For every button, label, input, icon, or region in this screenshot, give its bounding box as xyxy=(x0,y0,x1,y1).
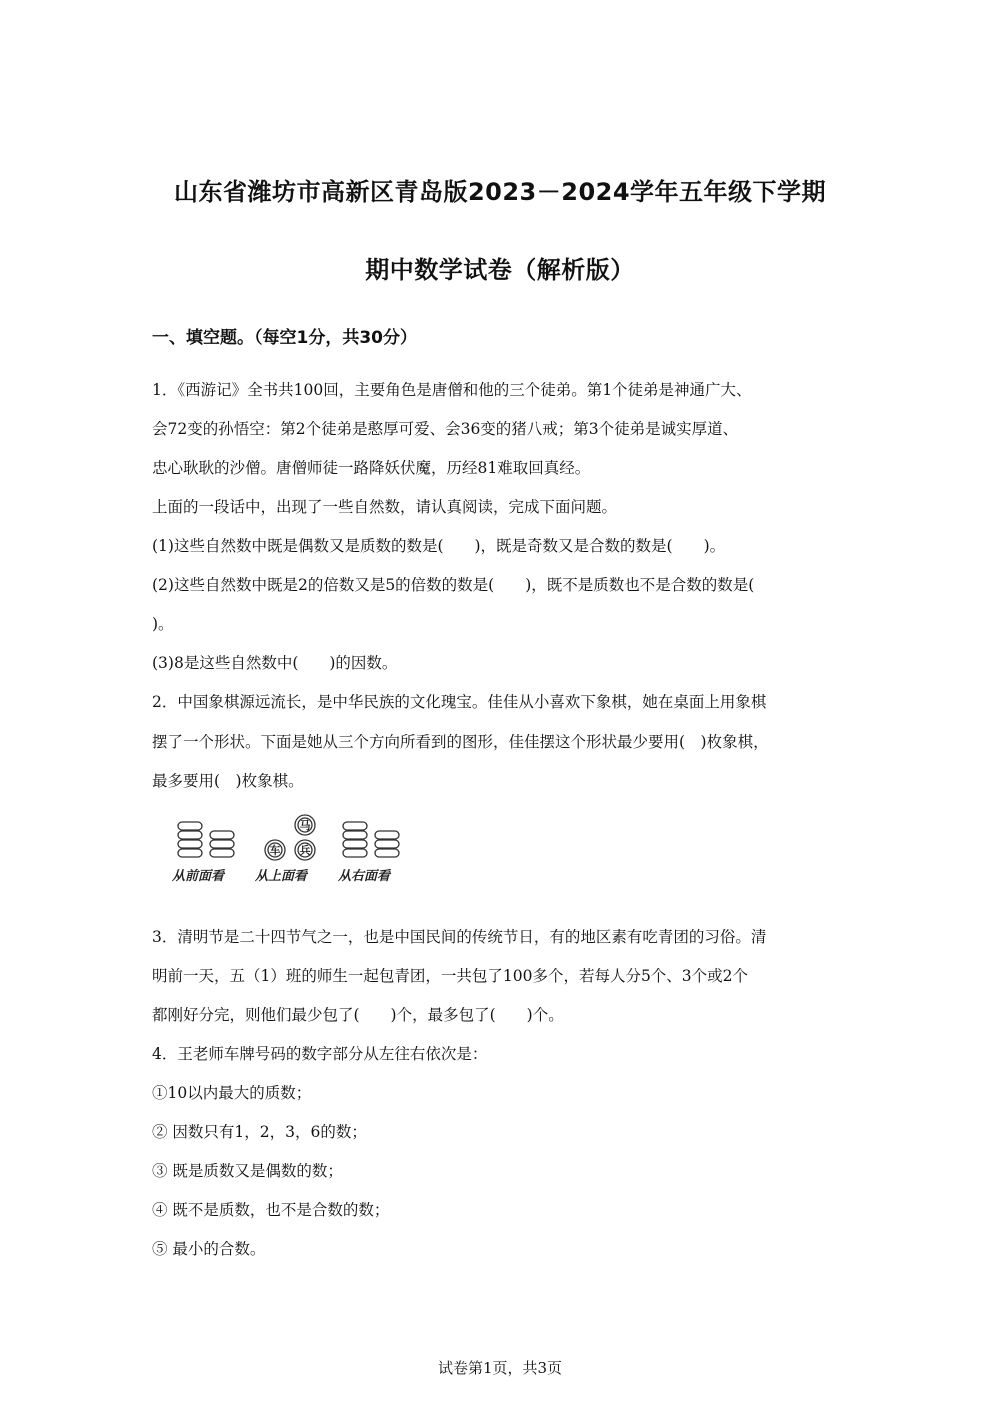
q1-line-3: 忠心耿耿的沙僧。唐僧师徒一路降妖伏魔，历经81难取回真经。 xyxy=(152,459,591,477)
section-heading: 一、填空题。（每空1分，共30分） xyxy=(152,328,417,348)
q4-line-2: ①10以内最大的质数； xyxy=(152,1084,312,1102)
q2-line-3: 最多要用( )枚象棋。 xyxy=(152,772,304,790)
front-view-stacks xyxy=(178,822,234,857)
q1-line-8: (3)8是这些自然数中( )的因数。 xyxy=(152,654,398,672)
q3-line-3: 都刚好分完，则他们最少包了( )个，最多包了( )个。 xyxy=(152,1006,564,1024)
q1-line-5: (1)这些自然数中既是偶数又是质数的数是( )，既是奇数又是合数的数是( )。 xyxy=(152,537,726,555)
q2-line-2: 摆了一个形状。下面是她从三个方向所看到的图形，佳佳摆这个形状最少要用( )枚象棋， xyxy=(152,733,769,751)
chess-three-views-figure xyxy=(170,812,420,890)
q1-line-1: 1．《西游记》全书共100回，主要角色是唐僧和他的三个徒弟。第1个徒弟是神通广大、 xyxy=(152,381,752,399)
q1-line-4: 上面的一段话中，出现了一些自然数，请认真阅读，完成下面问题。 xyxy=(152,498,618,516)
label-right-view: 从右面看 xyxy=(338,869,391,884)
q3-line-1: 3．清明节是二十四节气之一，也是中国民间的传统节日，有的地区素有吃青团的习俗。清 xyxy=(152,928,767,946)
piece-ma: 马 xyxy=(299,819,311,832)
q1-line-2: 会72变的孙悟空：第2个徒弟是憨厚可爱、会36变的猪八戒；第3个徒弟是诚实厚道、 xyxy=(152,420,739,438)
q2-line-1: 2．中国象棋源远流长，是中华民族的文化瑰宝。佳佳从小喜欢下象棋，她在桌面上用象棋 xyxy=(152,693,767,711)
q4-line-3: ② 因数只有1，2，3，6的数； xyxy=(152,1123,367,1141)
q4-line-6: ⑤ 最小的合数。 xyxy=(152,1240,266,1258)
q4-line-1: 4．王老师车牌号码的数字部分从左往右依次是： xyxy=(152,1045,488,1063)
label-top-view: 从上面看 xyxy=(255,869,308,884)
q4-line-4: ③ 既是质数又是偶数的数； xyxy=(152,1162,343,1180)
document-title-line-2: 期中数学试卷（解析版） xyxy=(365,256,635,284)
label-front-view: 从前面看 xyxy=(172,869,225,884)
piece-che: 车 xyxy=(269,844,281,857)
piece-bing: 兵 xyxy=(299,844,311,857)
q3-line-2: 明前一天，五（1）班的师生一起包青团，一共包了100多个，若每人分5个、3个或2个 xyxy=(152,967,749,985)
q4-line-5: ④ 既不是质数，也不是合数的数； xyxy=(152,1201,390,1219)
q1-line-7: )。 xyxy=(152,615,174,633)
q1-line-6: (2)这些自然数中既是2的倍数又是5的倍数的数是( )，既不是质数也不是合数的数是( xyxy=(152,576,755,594)
right-view-stacks xyxy=(343,822,399,857)
document-title-line-1: 山东省潍坊市高新区青岛版2023－2024学年五年级下学期 xyxy=(173,178,827,206)
page-footer: 试卷第1页，共3页 xyxy=(437,1359,563,1377)
